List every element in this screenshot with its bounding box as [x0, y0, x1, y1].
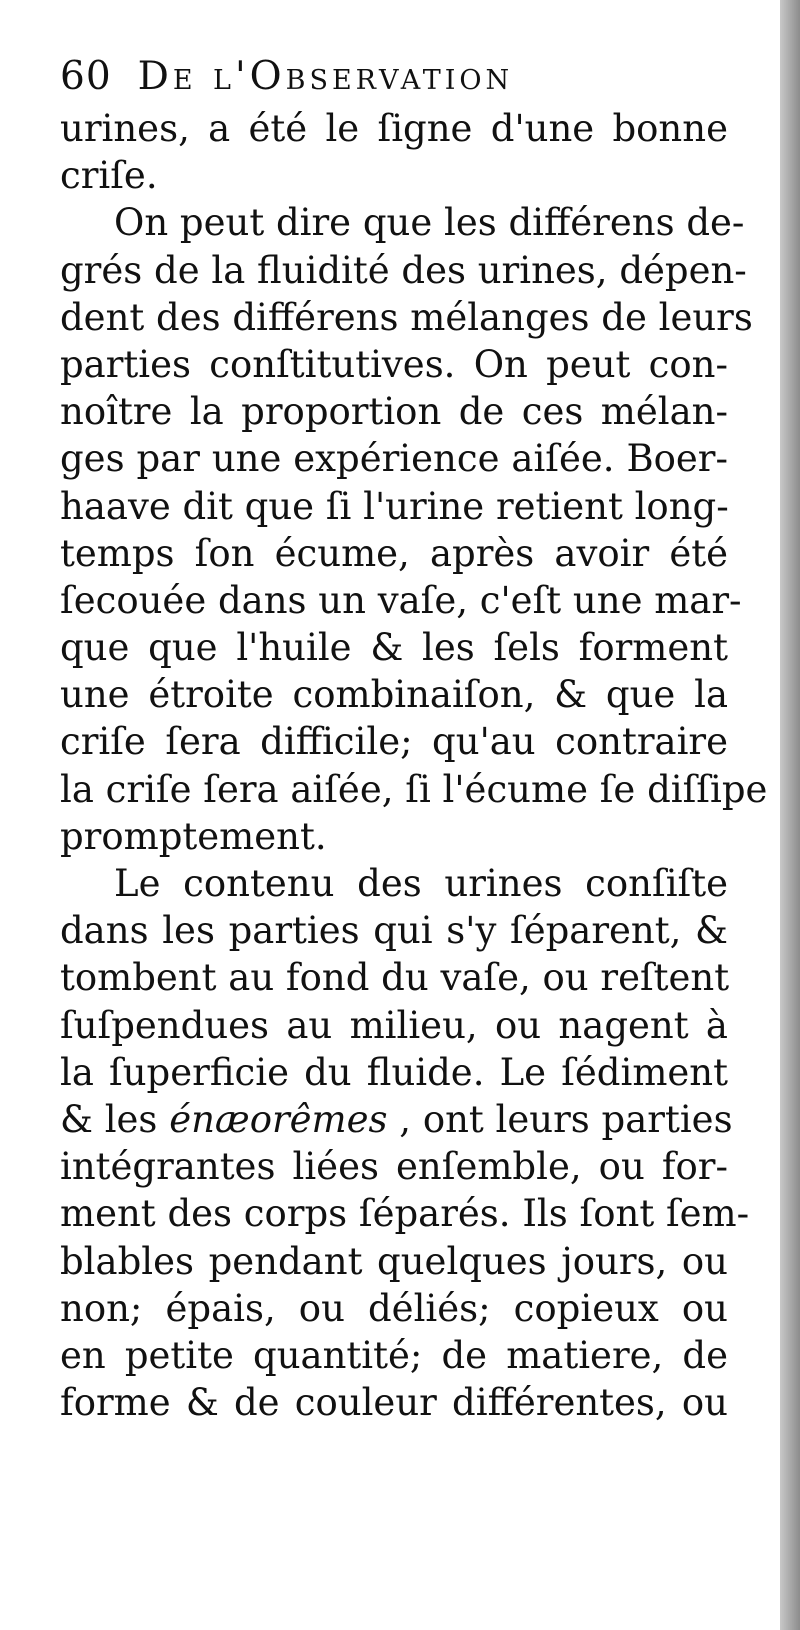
text-line: la criſe ſera aiſée, ſi l'écume ſe diſſipe	[60, 767, 768, 811]
text-line: haave dit que ſi l'urine retient long-	[60, 484, 729, 528]
text-run: , ont leurs parties	[387, 1097, 733, 1141]
body-text	[60, 105, 768, 1426]
running-title: De l'Observation	[137, 54, 514, 99]
text-line: Le contenu des urines conſiſte	[114, 862, 728, 905]
page-edge-shadow	[780, 0, 800, 1630]
text-line: promptement.	[60, 814, 327, 858]
text-line: intégrantes liées enſemble, ou for-	[60, 1145, 728, 1189]
text-line: tombent au fond du vaſe, ou reſtent	[60, 956, 730, 1000]
text-line: criſe ſera difficile; qu'au contraire	[60, 720, 728, 764]
text-line: forme & de couleur différentes, ou	[60, 1381, 728, 1425]
text-line: ment des corps ſéparés. Ils ſont ſem-	[60, 1192, 750, 1236]
text-line-with-italic	[60, 1096, 733, 1143]
text-run: & les	[60, 1097, 170, 1141]
text-line: que que l'huile & les ſels forment	[60, 626, 728, 670]
text-line: ſecouée dans un vaſe, c'eſt une mar-	[60, 578, 742, 622]
text-line: dans les parties qui s'y ſéparent, &	[60, 909, 728, 953]
italic-term: énæorêmes	[169, 1097, 388, 1141]
running-head	[60, 52, 740, 102]
page-number: 60	[60, 54, 112, 99]
text-line: parties conſtitutives. On peut con-	[60, 342, 728, 386]
text-line: ſuſpendues au milieu, ou nagent à	[60, 1003, 728, 1047]
text-line: la ſuperficie du fluide. Le ſédiment	[60, 1050, 728, 1094]
text-line: ges par une expérience aiſée. Boer-	[60, 437, 728, 481]
text-line: On peut dire que les différens de-	[114, 201, 745, 245]
text-line: temps ſon écume, après avoir été	[60, 531, 728, 575]
text-line: dent des différens mélanges de leurs	[60, 295, 753, 339]
text-line: urines, a été le ſigne d'une bonne	[60, 107, 728, 150]
text-line: noître la proportion de ces mélan-	[60, 390, 728, 434]
text-line: blables pendant quelques jours, ou	[60, 1239, 728, 1283]
text-line: grés de la fluidité des urines, dépen-	[60, 248, 747, 292]
text-line: non; épais, ou déliés; copieux ou	[60, 1286, 728, 1330]
text-line: en petite quantité; de matiere, de	[60, 1333, 728, 1377]
text-line: une étroite combinaiſon, & que la	[60, 673, 728, 717]
text-line: criſe.	[60, 154, 158, 198]
